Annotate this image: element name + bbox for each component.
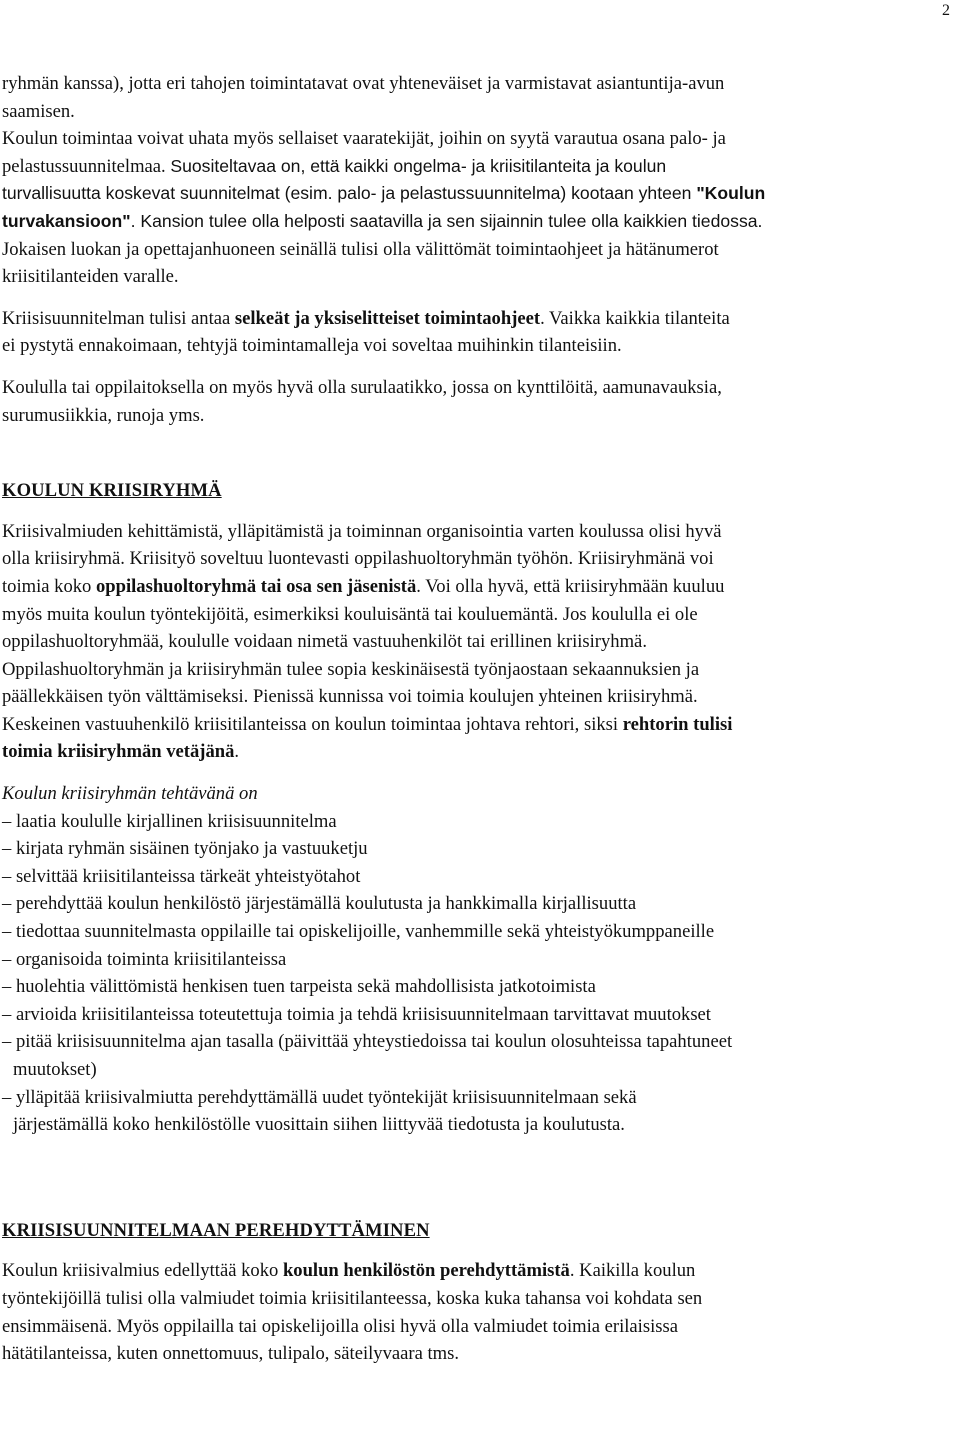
text-line: Kriisivalmiuden kehittämistä, ylläpitämistä ja toiminnan organisointia varten koulussa olisi hyvä (2, 520, 722, 542)
text-line: järjestämällä koko henkilöstölle vuosittain siihen liittyvää tiedotusta ja koulutusta. (13, 1114, 625, 1136)
bold-text: koulun henkilöstön perehdyttämistä (282, 1260, 570, 1282)
text-line: työntekijöillä tulisi olla valmiudet toimia kriisitilanteessa, koska kuka tahansa voi kohdata sen (2, 1287, 703, 1309)
text-line: Oppilashuoltoryhmän ja kriisiryhmän tulee sopia keskinäisestä työnjaostaan sekaannuksien ja (2, 658, 700, 680)
text-line: saamisen. (2, 100, 75, 122)
bold-text: selkeät ja yksiselitteiset toimintaohjeet (234, 307, 541, 329)
tasks-list (2, 808, 952, 1139)
text-line: surumusiikkia, runoja yms. (2, 404, 205, 426)
text-span: . Vaikka kaikkia tilanteita (540, 307, 730, 329)
list-item: – arvioida kriisitilanteissa toteutettuja toimia ja tehdä kriisisuunnitelmaan tarvittavat muutokset (2, 1003, 711, 1025)
text-line (2, 208, 952, 236)
text-line: muutokset) (13, 1059, 97, 1080)
list-item: – huolehtia välittömistä henkisen tuen tarpeista sekä mahdollisista jatkotoimista (2, 976, 596, 998)
text-span: Koulun kriisivalmius edellyttää koko (2, 1260, 283, 1282)
section-heading-kriisiryhma: KOULUN KRIISIRYHMÄ (2, 480, 222, 502)
text-line: Koulun toimintaa voivat uhata myös sellaiset vaaratekijät, joihin on syytä varautua osana palo- ja (2, 128, 726, 150)
text-line: Jokaisen luokan ja opettajanhuoneen seinällä tulisi olla välittömät toimintaohjeet ja hätänumerot (2, 238, 719, 260)
text-line: ensimmäisenä. Myös oppilailla tai opiskelijoilla olisi hyvä olla valmiudet toimia erilaisissa (2, 1315, 678, 1337)
text-line: Koululla tai oppilaitoksella on myös hyvä olla surulaatikko, jossa on kynttilöitä, aamunavauksia, (2, 376, 722, 398)
intro-paragraph-1 (2, 70, 952, 291)
text-line: päällekkäisen työn välttämiseksi. Pienissä kunnissa voi toimia koulujen yhteinen kriisiryhmä. (2, 686, 698, 708)
text-span: . Kansion tulee olla helposti saatavilla ja sen sijainnin tulee olla kaikkien tiedossa. (130, 210, 763, 231)
list-item: – kirjata ryhmän sisäinen työnjako ja vastuuketju (2, 838, 368, 860)
text-span: toimia koko (2, 575, 96, 597)
text-span: Keskeinen vastuuhenkilö kriisitilanteissa on koulun toimintaa johtava rehtori, siksi (2, 713, 623, 735)
text-span: Suositeltavaa on, että kaikki ongelma- ja kriisitilanteita ja koulun (170, 155, 667, 176)
text-line: – pitää kriisisuunnitelma ajan tasalla (päivittää yhteystiedoissa tai koulun olosuhteissa tapahtuneet (2, 1031, 733, 1053)
list-item: – tiedottaa suunnitelmasta oppilaille tai opiskelijoille, vanhemmille sekä yhteistyökumppaneille (2, 921, 715, 943)
text-line: myös muita koulun työntekijöitä, esimerkiksi kouluisäntä tai kouluemäntä. Jos koululla ei ole (2, 603, 698, 625)
bold-text: oppilashuoltoryhmä tai osa sen jäsenistä (96, 575, 417, 597)
text-line: hätätilanteissa, kuten onnettomuus, tulipalo, säteilyvaara tms. (2, 1343, 459, 1365)
document-body (2, 70, 952, 1368)
bold-text: "Koulun (696, 183, 766, 204)
text-span: Kriisisuunnitelman tulisi antaa (2, 307, 235, 329)
text-line (2, 180, 952, 208)
text-line (2, 1257, 952, 1285)
text-line: ei pystytä ennakoimaan, tehtyjä toimintamalleja voi soveltaa muihinkin tilanteisiin. (2, 335, 622, 357)
text-line (2, 153, 952, 181)
text-line: ryhmän kanssa), jotta eri tahojen toimintatavat ovat yhteneväiset ja varmistavat asiantuntija-avun (2, 73, 725, 94)
tasks-title: Koulun kriisiryhmän tehtävänä on (2, 783, 258, 805)
text-line: – ylläpitää kriisivalmiutta perehdyttämällä uudet työntekijät kriisisuunnitelmaan sekä (2, 1086, 637, 1108)
text-line (2, 305, 952, 333)
section1-paragraph (2, 518, 952, 766)
text-line: oppilashuoltoryhmää, koululle voidaan nimetä vastuuhenkilöt tai erillinen kriisiryhmä. (2, 631, 647, 653)
text-line (2, 711, 952, 739)
text-line: kriisitilanteiden varalle. (2, 266, 179, 288)
text-line (2, 738, 952, 766)
text-line: olla kriisiryhmä. Kriisityö soveltuu luontevasti oppilashuoltoryhmän työhön. Kriisiryhmänä voi (2, 548, 714, 570)
text-line (2, 573, 952, 601)
bold-text: turvakansioon" (2, 210, 131, 231)
section2-paragraph (2, 1257, 952, 1367)
text-span: . (234, 741, 240, 763)
list-item: – laatia koululle kirjallinen kriisisuunnitelma (2, 810, 337, 832)
text-span: turvallisuutta koskevat suunnitelmat (esim. palo- ja pelastussuunnitelma) kootaan yhteen (2, 183, 697, 204)
bold-text: rehtorin tulisi (622, 713, 733, 735)
list-item: – perehdyttää koulun henkilöstö järjestämällä koulutusta ja hankkimalla kirjallisuutta (2, 893, 637, 915)
page-number: 2 (942, 2, 950, 19)
bold-text: toimia kriisiryhmän vetäjänä (2, 741, 235, 763)
list-item (2, 1084, 952, 1139)
intro-paragraph-2 (2, 305, 952, 360)
text-span: pelastussuunnitelmaa. (2, 155, 166, 177)
intro-paragraph-3 (2, 374, 952, 429)
text-span: . Kaikilla koulun (569, 1260, 696, 1282)
section-heading-perehdyttaminen: KRIISISUUNNITELMAAN PEREHDYTTÄMINEN (2, 1219, 430, 1241)
list-item: – selvittää kriisitilanteissa tärkeät yhteistyötahot (2, 865, 361, 887)
list-item: – organisoida toiminta kriisitilanteissa (2, 948, 287, 970)
text-span: . Voi olla hyvä, että kriisiryhmään kuuluu (416, 575, 725, 597)
list-item (2, 1028, 952, 1083)
